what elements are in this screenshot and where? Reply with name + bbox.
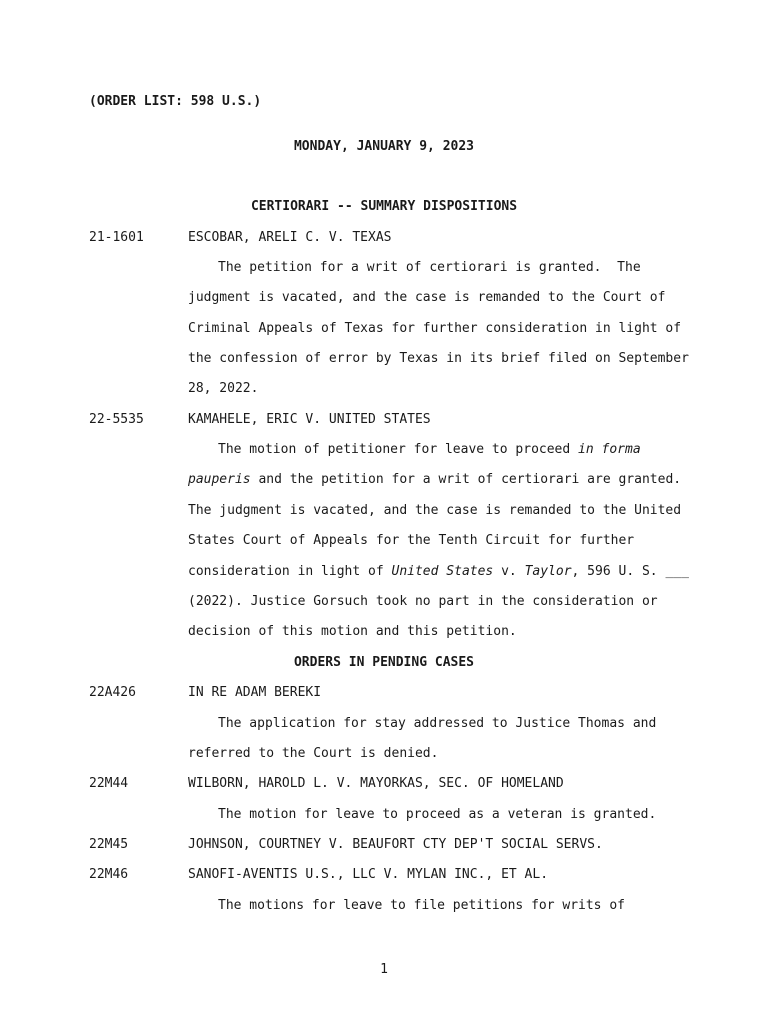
order-text-line: decision of this motion and this petition.	[188, 624, 517, 639]
docket-number: 22M45	[89, 837, 129, 852]
docket-number: 21-1601	[89, 230, 144, 245]
order-text-line: The judgment is vacated, and the case is remanded to the United	[188, 503, 682, 518]
docket-number: 22-5535	[89, 412, 144, 427]
order-text-line: referred to the Court is denied.	[188, 746, 439, 761]
docket-number: 22M44	[89, 776, 129, 791]
order-list-title: (ORDER LIST: 598 U.S.)	[89, 94, 262, 109]
order-text-segment: and the petition for a writ of certiorari are granted.	[250, 472, 682, 487]
case-name-italic: Taylor	[524, 564, 572, 579]
docket-number: 22A426	[89, 685, 136, 700]
order-text-segment: v.	[493, 564, 525, 579]
order-text-line	[218, 442, 641, 458]
italic-phrase: in forma	[578, 442, 641, 457]
order-text-segment: consideration in light of	[188, 564, 392, 579]
case-caption: KAMAHELE, ERIC V. UNITED STATES	[188, 412, 431, 427]
order-text-line: The motion for leave to proceed as a veteran is granted.	[218, 807, 657, 822]
case-caption: WILBORN, HAROLD L. V. MAYORKAS, SEC. OF HOMELAND	[188, 776, 564, 791]
section-heading-pending: ORDERS IN PENDING CASES	[293, 655, 474, 670]
order-text-line: 28, 2022.	[188, 381, 259, 396]
case-caption: JOHNSON, COURTNEY V. BEAUFORT CTY DEP'T SOCIAL SERVS.	[188, 837, 603, 852]
order-text-line: (2022). Justice Gorsuch took no part in the consideration or	[188, 594, 658, 609]
order-text-line: The motions for leave to file petitions for writs of	[218, 898, 625, 913]
order-text-line	[188, 472, 681, 488]
order-text-line: The petition for a writ of certiorari is granted. The	[218, 260, 641, 275]
case-name-italic: United States	[391, 564, 494, 579]
order-text-line: The application for stay addressed to Justice Thomas and	[218, 716, 657, 731]
order-text-line	[188, 564, 689, 580]
order-text-line: judgment is vacated, and the case is remanded to the Court of	[188, 290, 666, 305]
case-caption: SANOFI-AVENTIS U.S., LLC V. MYLAN INC., ET AL.	[188, 867, 549, 882]
docket-number: 22M46	[89, 867, 129, 882]
order-text-line: the confession of error by Texas in its brief filed on September	[188, 351, 689, 366]
case-caption: ESCOBAR, ARELI C. V. TEXAS	[188, 230, 392, 245]
order-text-segment: , 596 U. S. ___	[571, 564, 689, 579]
case-caption: IN RE ADAM BEREKI	[188, 685, 322, 700]
order-date: MONDAY, JANUARY 9, 2023	[293, 139, 474, 154]
section-heading-certiorari: CERTIORARI -- SUMMARY DISPOSITIONS	[250, 199, 518, 214]
italic-phrase: pauperis	[188, 472, 251, 487]
order-text-line: States Court of Appeals for the Tenth Circuit for further	[188, 533, 635, 548]
page-number: 1	[380, 962, 388, 977]
order-text-segment: The motion of petitioner for leave to proceed	[218, 442, 579, 457]
order-text-line: Criminal Appeals of Texas for further consideration in light of	[188, 321, 682, 336]
